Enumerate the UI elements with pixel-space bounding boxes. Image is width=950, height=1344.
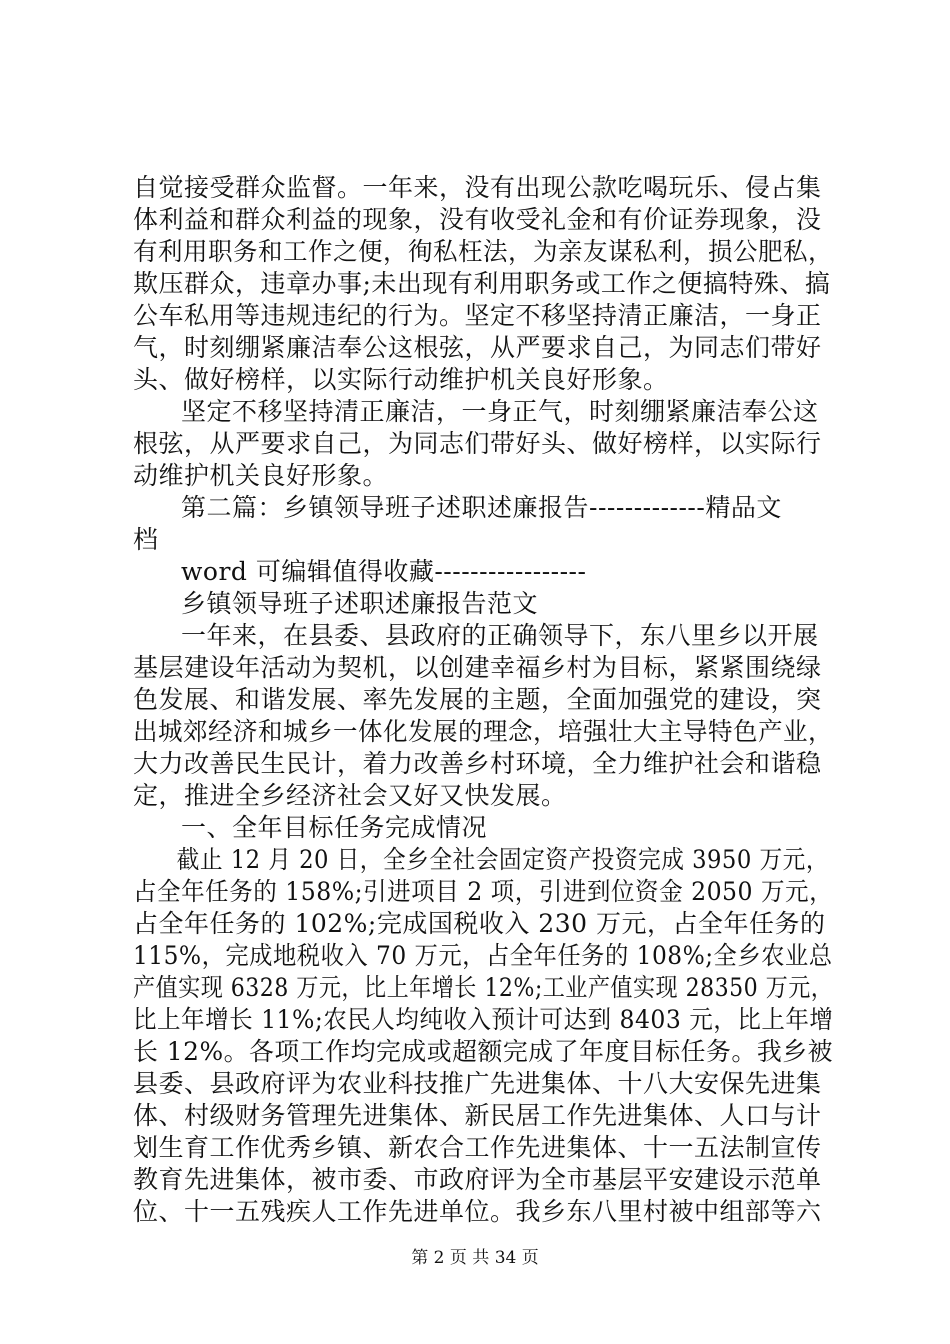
text-line: 产值实现 6328 万元，比上年增长 12%;工业产值实现 28350 万元， <box>133 973 834 1002</box>
text-line: 大力改善民生民计，着力改善乡村环境，全力维护社会和谐稳 <box>133 749 822 778</box>
text-line: 115%，完成地税收入 70 万元，占全年任务的 108%;全乡农业总 <box>133 941 833 970</box>
text-line: 欺压群众，违章办事;未出现有利用职务或工作之便搞特殊、搞 <box>133 269 831 298</box>
text-line: 档 <box>133 525 159 554</box>
page-footer: 第 2 页 共 34 页 <box>411 1248 539 1268</box>
text-line: 基层建设年活动为契机，以创建幸福乡村为目标，紧紧围绕绿 <box>133 653 822 682</box>
text-line: 有利用职务和工作之便，徇私枉法，为亲友谋私利，损公肥私， <box>133 237 834 266</box>
text-line: 比上年增长 11%;农民人均纯收入预计可达到 8403 元，比上年增 <box>133 1005 834 1034</box>
text-line: 动维护机关良好形象。 <box>133 461 389 490</box>
text-line: 定，推进全乡经济社会又好又快发展。 <box>133 781 567 810</box>
text-line: 色发展、和谐发展、率先发展的主题，全面加强党的建设，突 <box>133 685 822 714</box>
text-line: 体利益和群众利益的现象，没有收受礼金和有价证券现象，没 <box>133 205 822 234</box>
text-line: 气，时刻绷紧廉洁奉公这根弦，从严要求自己，为同志们带好 <box>133 333 822 362</box>
text-line: 位、十一五残疾人工作先进单位。我乡东八里村被中组部等六 <box>133 1197 822 1226</box>
text-line: 第二篇：乡镇领导班子述职述廉报告-------------精品文 <box>181 493 782 522</box>
text-line: 占全年任务的 158%;引进项目 2 项，引进到位资金 2050 万元， <box>133 877 834 906</box>
text-line: 自觉接受群众监督。一年来，没有出现公款吃喝玩乐、侵占集 <box>133 173 822 202</box>
text-line: 出城郊经济和城乡一体化发展的理念，培强壮大主导特色产业， <box>133 717 834 746</box>
text-line: 体、村级财务管理先进集体、新民居工作先进集体、人口与计 <box>133 1101 822 1130</box>
text-line: 县委、县政府评为农业科技推广先进集体、十八大安保先进集 <box>133 1069 822 1098</box>
text-line: 坚定不移坚持清正廉洁，一身正气，时刻绷紧廉洁奉公这 <box>181 397 819 426</box>
text-line: word 可编辑值得收藏----------------- <box>181 557 587 586</box>
text-line: 一年来，在县委、县政府的正确领导下，东八里乡以开展 <box>181 621 819 650</box>
text-line: 划生育工作优秀乡镇、新农合工作先进集体、十一五法制宣传 <box>133 1133 822 1162</box>
text-line: 乡镇领导班子述职述廉报告范文 <box>181 589 539 618</box>
text-line: 一、全年目标任务完成情况 <box>181 813 488 842</box>
text-line: 占全年任务的 102%;完成国税收入 230 万元，占全年任务的 <box>133 909 826 938</box>
text-line: 截止 12 月 20 日，全乡全社会固定资产投资完成 3950 万元， <box>176 845 830 874</box>
text-line: 长 12%。各项工作均完成或超额完成了年度目标任务。我乡被 <box>133 1037 833 1066</box>
text-line: 教育先进集体，被市委、市政府评为全市基层平安建设示范单 <box>133 1165 822 1194</box>
text-line: 根弦，从严要求自己，为同志们带好头、做好榜样，以实际行 <box>133 429 822 458</box>
document-body <box>133 172 833 1228</box>
text-line: 公车私用等违规违纪的行为。坚定不移坚持清正廉洁，一身正 <box>133 301 822 330</box>
text-line: 头、做好榜样，以实际行动维护机关良好形象。 <box>133 365 669 394</box>
